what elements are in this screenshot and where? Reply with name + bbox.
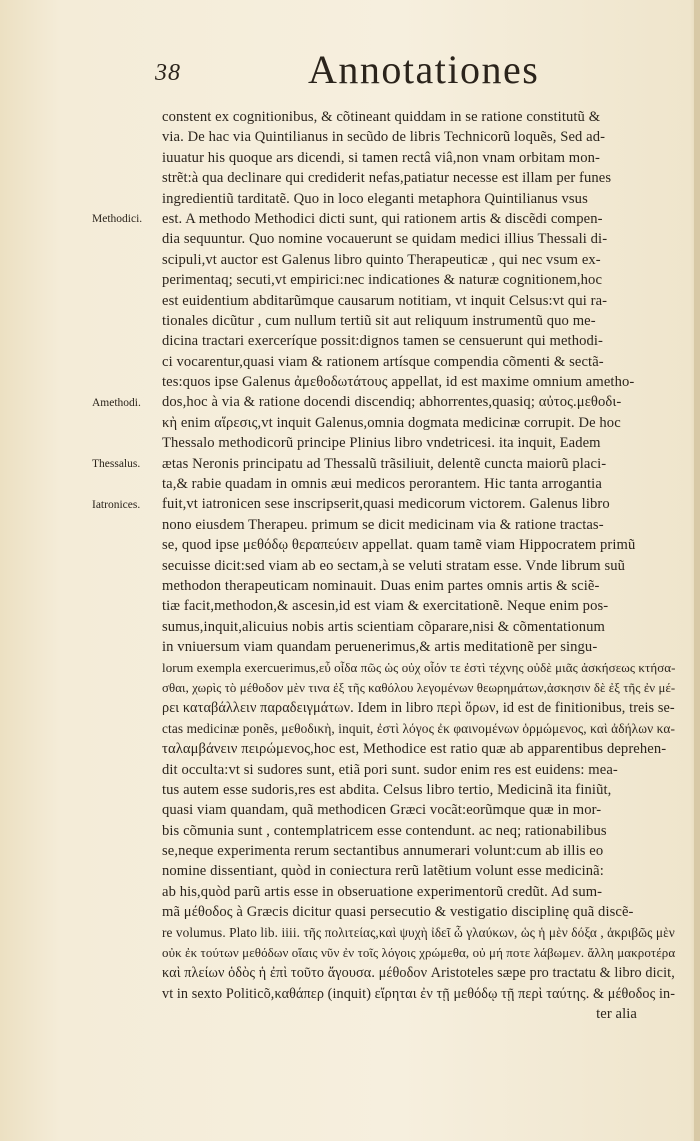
text-line: dia sequuntur. Quo nomine vocauerunt se quidam medici illius Thessali di- <box>162 231 608 248</box>
margin-note: Amethodi. <box>92 396 141 409</box>
text-line: constent ex cognitionibus, & cõtineant quiddam in se ratione constitutũ & <box>162 109 601 125</box>
text-line: ter alia <box>596 1006 637 1023</box>
text-line: dit occulta:vt si sudores sunt, etiã pori sunt. sudor enim res est euidens: mea- <box>162 761 618 778</box>
text-line: est. A methodo Methodici dicti sunt, qui rationem artis & discẽdi compen- <box>162 210 603 227</box>
text-line: se,neque experimenta rerum sectantibus annumerari volunt:cum ab illis eo <box>162 843 604 860</box>
text-line: lorum exempla exercuerimus,εὖ οἶδα πῶς ὡς οὐχ οἷόν τε ἐστὶ τέχνης οὐδὲ μιᾶς ἀσκήσεως κτήσα- <box>162 659 676 675</box>
running-title: Annotationes <box>308 47 540 92</box>
text-line: ρει καταβάλλειν παραδειγμάτων. Idem in libro περὶ ὅρων, id est de finitionibus, treis se- <box>162 700 675 717</box>
text-line: se, quod ipse μεθόδῳ θεραπεύειν appellat. quam tamẽ viam Hippocratem primũ <box>162 537 636 554</box>
page-header <box>0 46 700 96</box>
text-line: perimentaq; secuti,vt empirici:nec indicationes & naturæ cognitionem,hoc <box>162 272 603 289</box>
page-number: 38 <box>155 60 181 86</box>
text-line: dos,hoc à via & ratione docendi discendiq; abhorrentes,quasiq; αὐτος.μεθοδι- <box>162 394 622 411</box>
text-line: mã μέθοδος à Græcis dicitur quasi persecutio & vestigatio disciplinę quã discẽ- <box>162 904 634 921</box>
body-text <box>162 107 677 1025</box>
text-line: nomine dissentiant, quòd in coniectura rerũ latẽtium volunt esse medicinã: <box>162 863 604 880</box>
text-line: re volumus. Plato lib. iiii. τῆς πολιτείας,καὶ ψυχὴ ἰδεῖ ὦ γλαύκων, ὡς ἡ μὲν δόξα , ἀκριβῶς μὲν <box>162 924 675 940</box>
text-line: in vniuersum viam quandam peruenerimus,& artis meditationẽ per singu- <box>162 639 598 656</box>
text-line: ci vocarentur,quasi viam & rationem artísque compendia cõmenti & sectã- <box>162 353 604 370</box>
text-line: methodon therapeuticam nominauit. Duas enim partes omnis artis & sciẽ- <box>162 577 600 594</box>
text-line: via. De hac via Quintilianus in secũdo de libris Technicorũ loquẽs, Sed ad- <box>162 129 606 146</box>
text-line: strẽt:à qua declinare qui crediderit nefas,patiatur necesse est illam per funes <box>162 170 612 187</box>
text-line: Thessalo methodicorũ principe Plinius libro vndetricesi. ita inquit, Eadem <box>162 435 601 452</box>
text-line: tes:quos ipse Galenus ἀμεθοδωτάτους appellat, id est maxime omnium ametho- <box>162 374 635 391</box>
margin-note: Thessalus. <box>92 457 141 470</box>
margin-note: Iatronices. <box>92 498 141 511</box>
text-line: ταλαμβάνειν πειρώμενος,hoc est, Methodice est ratio quæ ab apparentibus deprehen- <box>162 741 667 758</box>
text-line: bis cõmunia sunt , contemplatricem esse contendunt. ac neq; rationabilibus <box>162 822 607 839</box>
text-line: ætas Neronis principatu ad Thessalũ trãsiliuit, delentẽ cuncta maiorũ placi- <box>162 455 607 472</box>
text-line: tionales dicũtur , cum nullum tertiũ sit aut reliquum instrumentũ quo me- <box>162 312 596 329</box>
margin-note: Methodici. <box>92 213 143 225</box>
text-line: tiæ facit,methodon,& ascesin,id est viam & exercitationẽ. Neque enim pos- <box>162 598 609 615</box>
text-line: ta,& rabie quadam in omnis æui medicos perorantem. Hic tanta arrogantia <box>162 476 602 493</box>
text-line: iuuatur his quoque ars dicendi, si tamen rectâ viâ,non vnam orbitam mon- <box>162 149 601 166</box>
text-line: ingredientiũ tarditatẽ. Quo in loco eleganti metaphora Quintilianus vsus <box>162 190 588 207</box>
text-line: καὶ πλείων ὁδὸς ἡ ἐπὶ τοῦτο ἄγουσα. μέθοδον Aristoteles sæpe pro tractatu & libro dicit, <box>162 965 675 982</box>
text-line: tus autem esse sudoris,res est abdita. Celsus libro tertio, Medicinã ita finiũt, <box>162 781 612 798</box>
text-line: nono eiusdem Therapeu. primum se dicit medicinam via & ratione tractas- <box>162 516 604 533</box>
text-line: est euidentium abditarũmque causarum notitiam, vt inquit Celsus:vt qui ra- <box>162 292 608 309</box>
text-line: fuit,vt iatronicen sese inscripserit,quasi medicorum victorem. Galenus libro <box>162 496 610 513</box>
text-line: secuisse dicit:sed viam ab eo sectam,à se veluti stratam esse. Vnde librum suũ <box>162 557 626 574</box>
text-line: scipuli,vt auctor est Galenus libro quinto Therapeuticæ , qui nec vsum ex- <box>162 251 601 268</box>
text-line: quasi viam quandam, quã methodicen Græci vocãt:eorũmque quæ in mor- <box>162 802 602 819</box>
text-line: ctas medicinæ ponẽs, μεθοδικὴ, inquit, ἐστὶ λόγος ἐκ φαινομένων ὁρμώμενος, καὶ ἀδήλων κα- <box>162 720 676 736</box>
text-line: κὴ enim αἵρεσις,vt inquit Galenus,omnia dogmata medicinæ corrupit. De hoc <box>162 414 621 431</box>
text-line: vt in sexto Politicõ,καθάπερ (inquit) εἴρηται ἐν τῇ μεθόδῳ τῇ περὶ ταύτης. & μέθοδος in- <box>162 985 676 1002</box>
text-line: σθαι, χωρὶς τὸ μέθοδον μὲν τινα ἐξ τῆς καθόλου λεγομένων θεωρημάτων,ἀσκησιν δὲ ἐξ τῆς ἐν μέ- <box>162 680 676 695</box>
text-line: οὐκ ἐκ τούτων μεθόδων οἵαις νῦν ἐν τοῖς λόγοις χρώμεθα, οὐ μή ποτε λάβωμεν. ἄλλη μακροτέρα <box>162 945 676 961</box>
text-line: dicina tractari exerceríque possit:dignos tamen se censuerunt qui methodi- <box>162 333 604 350</box>
text-line: sumus,inquit,alicuius nobis artis scientiam cõparare,nisi & cõmentationum <box>162 618 606 635</box>
text-line: ab his,quòd parũ artis esse in obseruatione experimentorũ credũt. Ad sum- <box>162 883 603 900</box>
